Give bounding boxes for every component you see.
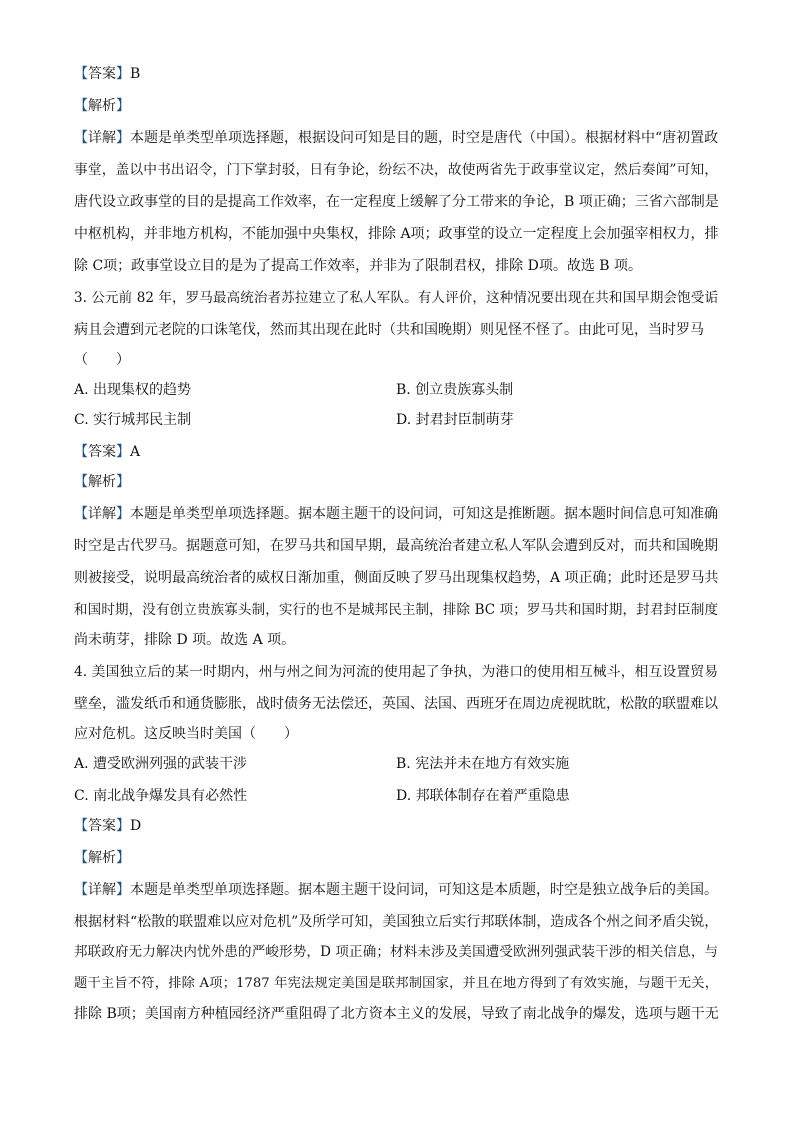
bracket-open: 【 <box>74 444 88 460</box>
bracket-open: 【 <box>74 98 88 114</box>
bracket-close: 】 <box>116 66 130 82</box>
analysis-label: 解析 <box>88 850 116 866</box>
bracket-close: 】 <box>116 506 130 522</box>
q2-detail-text: 本题是单类型单项选择题，根据设问可知是目的题，时空是唐代（中国）。根据材料中“唐初置政 <box>130 130 719 146</box>
bracket-open: 【 <box>74 66 88 82</box>
q4-detail-line-2: 根据材料“松散的联盟难以应对危机”及所学可知，美国独立后实行邦联体制，造成各个州之间矛盾尖锐， <box>74 914 719 930</box>
bracket-close: 】 <box>116 818 130 834</box>
q2-detail-line-1 <box>74 128 718 148</box>
bracket-close: 】 <box>116 850 130 866</box>
q4-detail-line-4: 题干主旨不符，排除 A项；1787 年宪法规定美国是联邦制国家，并且在地方得到了有效实施，与题干无关， <box>74 976 718 991</box>
q3-analysis-heading <box>74 472 718 492</box>
q3-option-b: B. 创立贵族寡头制 <box>396 382 514 398</box>
detail-label: 详解 <box>88 506 116 522</box>
q3-stem-line-2: 病且会遭到元老院的口诛笔伐，然而其出现在此时（共和国晚期）则见怪不怪了。由此可见，当时罗马 <box>74 322 704 338</box>
q4-option-c: C. 南北战争爆发具有必然性 <box>74 788 248 804</box>
q2-answer-value: B <box>130 66 141 82</box>
q4-detail-text: 本题是单类型单项选择题。据本题主题干设问词，可知这是本质题，时空是独立战争后的美国。 <box>130 882 718 898</box>
bracket-open: 【 <box>74 506 88 522</box>
q4-answer-value: D <box>130 818 142 834</box>
q3-detail-line-1 <box>74 504 718 524</box>
q2-answer-line <box>74 64 718 84</box>
q3-stem-line-3: （ ） <box>74 352 130 368</box>
bracket-close: 】 <box>116 130 130 146</box>
q4-option-b: B. 宪法并未在地方有效实施 <box>396 756 570 772</box>
q4-answer-line <box>74 816 718 836</box>
bracket-close: 】 <box>116 474 130 490</box>
q3-detail-line-3: 则被接受，说明最高统治者的威权日渐加重，侧面反映了罗马出现集权趋势，A 项正确；此时还是罗马共 <box>74 570 719 586</box>
q4-stem-line-1: 4. 美国独立后的某一时期内，州与州之间为河流的使用起了争执，为港口的使用相互械斗，相互设置贸易 <box>74 664 718 680</box>
q3-detail-line-2: 时空是古代罗马。据题意可知，在罗马共和国早期，最高统治者建立私人军队会遭到反对，而共和国晚期 <box>74 538 718 554</box>
q3-option-c: C. 实行城邦民主制 <box>74 412 192 428</box>
detail-label: 详解 <box>88 882 116 898</box>
q4-option-d: D. 邦联体制存在着严重隐患 <box>396 788 570 804</box>
q4-analysis-heading <box>74 848 718 868</box>
detail-label: 详解 <box>88 130 116 146</box>
q2-detail-line-4: 中枢机构，并非地方机构，不能加强中央集权，排除 A项；政事堂的设立一定程度上会加强宰相权力，排 <box>74 226 719 242</box>
q3-detail-text: 本题是单类型单项选择题。据本题主题干的设问词，可知这是推断题。据本题时间信息可知准确 <box>130 506 718 522</box>
q3-answer-line <box>74 442 718 462</box>
q4-stem-line-3: 应对危机。这反映当时美国（ ） <box>74 726 298 742</box>
q3-detail-line-4: 和国时期，没有创立贵族寡头制，实行的也不是城邦民主制，排除 BC 项；罗马共和国时期，封君封臣制度 <box>74 602 718 618</box>
bracket-open: 【 <box>74 818 88 834</box>
bracket-open: 【 <box>74 850 88 866</box>
q4-detail-line-3: 邦联政府无力解决内忧外患的严峻形势，D 项正确；材料未涉及美国遭受欧洲列强武装干涉的相关信息，与 <box>74 944 718 960</box>
q3-option-a: A. 出现集权的趋势 <box>74 382 192 398</box>
q3-stem-line-1: 3. 公元前 82 年，罗马最高统治者苏拉建立了私人军队。有人评价，这种情况要出现在共和国早期会饱受诟 <box>74 290 718 306</box>
analysis-label: 解析 <box>88 98 116 114</box>
q3-option-d: D. 封君封臣制萌芽 <box>396 412 514 428</box>
q4-option-a: A. 遭受欧洲列强的武装干涉 <box>74 756 248 772</box>
q2-detail-line-2: 事堂，盖以中书出诏令，门下掌封驳，日有争论，纷纭不决，故使两省先于政事堂议定，然后奏闻”可知， <box>74 162 718 178</box>
q2-analysis-heading <box>74 96 718 116</box>
q4-detail-line-5: 排除 B项；美国南方种植园经济严重阻碍了北方资本主义的发展，导致了南北战争的爆发，选项与题干无 <box>74 1006 719 1022</box>
bracket-open: 【 <box>74 130 88 146</box>
q2-detail-line-3: 唐代设立政事堂的目的是提高工作效率，在一定程度上缓解了分工带来的争论，B 项正确；三省六部制是 <box>74 194 719 210</box>
q4-detail-line-1 <box>74 880 718 900</box>
bracket-open: 【 <box>74 474 88 490</box>
bracket-close: 】 <box>116 882 130 898</box>
answer-label: 答案 <box>88 66 116 82</box>
q4-stem-line-2: 壁垒，滥发纸币和通货膨胀，战时债务无法偿还，英国、法国、西班牙在周边虎视眈眈，松散的联盟难以 <box>74 696 718 712</box>
bracket-open: 【 <box>74 882 88 898</box>
bracket-close: 】 <box>116 98 130 114</box>
q3-answer-value: A <box>130 444 141 460</box>
analysis-label: 解析 <box>88 474 116 490</box>
q3-detail-line-5: 尚未萌芽，排除 D 项。故选 A 项。 <box>74 632 296 648</box>
q2-detail-line-5: 除 C项；政事堂设立目的是为了提高工作效率，并非为了限制君权，排除 D项。故选 B 项。 <box>74 258 643 274</box>
answer-label: 答案 <box>88 444 116 460</box>
answer-label: 答案 <box>88 818 116 834</box>
bracket-close: 】 <box>116 444 130 460</box>
